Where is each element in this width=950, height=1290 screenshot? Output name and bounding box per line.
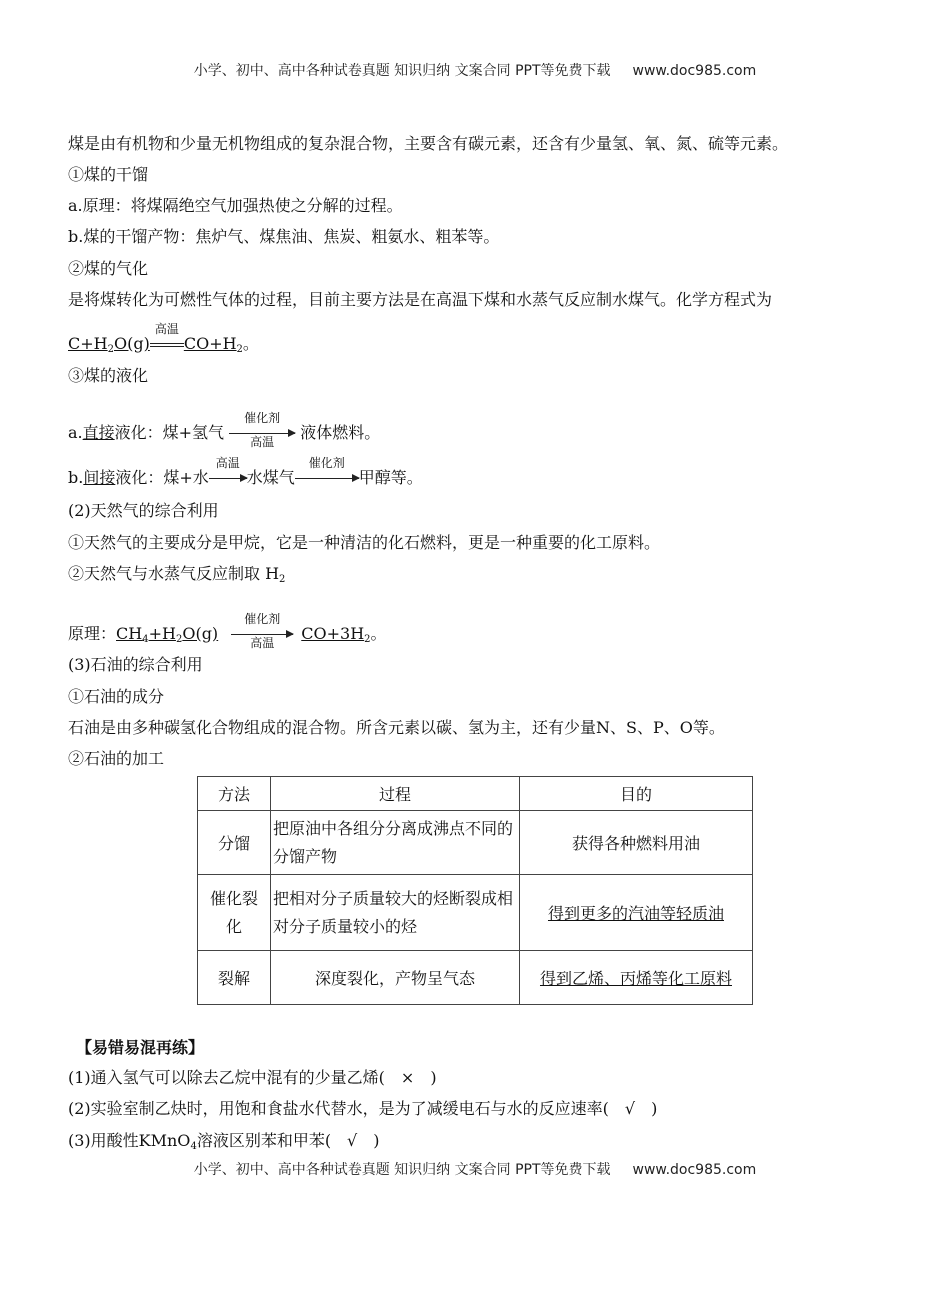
- principle-reactants: $CH_4+H_2O(g)$: [116, 624, 219, 645]
- gasification-equation: $C+H_2O(g)$ 高温 $CO+H_2$。: [68, 334, 259, 354]
- header-text: 小学、初中、高中各种试卷真题 知识归纳 文案合同 PPT等免费下载: [193, 63, 611, 79]
- oil-title: (3)石油的综合利用: [68, 655, 203, 674]
- header-goal: 目的: [520, 777, 753, 811]
- row-goal: 得到更多的汽油等轻质油: [520, 875, 753, 951]
- natural-gas-line2: ②天然气与水蒸气反应制取 $H_2$: [68, 564, 286, 585]
- oil-composition: 石油是由多种碳氢化合物组成的混合物。所含元素以碳、氢为主，还有少量N、S、P、O等。: [68, 718, 725, 737]
- practice-q2: (2)实验室制乙炔时，用饱和食盐水代替水，是为了减缓电石与水的反应速率( √ ): [68, 1099, 658, 1118]
- reaction-arrow: 催化剂: [295, 478, 359, 479]
- row-goal: 获得各种燃料用油: [520, 811, 753, 875]
- footer-site: www.doc985.com: [632, 1162, 757, 1178]
- coal-gasification-desc: 是将煤转化为可燃性气体的过程，目前主要方法是在高温下煤和水蒸气反应制水煤气。化学方程式为: [68, 290, 773, 309]
- table-row: [198, 811, 753, 875]
- header-process: 过程: [271, 777, 520, 811]
- header-method: 方法: [198, 777, 271, 811]
- reaction-arrow: 催化剂 高温: [229, 433, 295, 434]
- equation-condition: 高温: [154, 321, 179, 336]
- coal-liquefaction-title: ③煤的液化: [68, 366, 149, 385]
- practice-title: 【易错易混再练】: [76, 1038, 205, 1057]
- reaction-arrow: 高温: [209, 478, 247, 479]
- reaction-arrow: 催化剂 高温: [231, 634, 293, 635]
- equation-products: $CO+H_2$: [183, 334, 243, 355]
- oil-processing-title: ②石油的加工: [68, 749, 165, 768]
- row-process: 把原油中各组分分离成沸点不同的分馏产物: [271, 811, 520, 875]
- practice-q3: (3)用酸性KMnO$_4$溶液区别苯和甲苯( √ ): [68, 1131, 380, 1152]
- equation-reactants: $C+H_2O(g)$: [68, 334, 150, 355]
- table-header-row: [198, 777, 753, 811]
- row-process: 深度裂化，产物呈气态: [271, 951, 520, 1005]
- row-goal: 得到乙烯、丙烯等化工原料: [520, 951, 753, 1005]
- table-row: [198, 875, 753, 951]
- equals-sign: [150, 321, 184, 347]
- header-site: www.doc985.com: [632, 63, 757, 79]
- row-process: 把相对分子质量较大的烃断裂成相对分子质量较小的烃: [271, 875, 520, 951]
- page-footer: [0, 1159, 950, 1179]
- natural-gas-line1: ①天然气的主要成分是甲烷，它是一种清洁的化石燃料，更是一种重要的化工原料。: [68, 533, 661, 552]
- page-header: [0, 60, 950, 80]
- principle-products: $CO+3H_2$: [301, 624, 371, 645]
- coal-distillation-title: ①煤的干馏: [68, 165, 149, 184]
- coal-gasification-title: ②煤的气化: [68, 259, 149, 278]
- coal-distillation-principle: a.原理：将煤隔绝空气加强热使之分解的过程。: [68, 196, 403, 215]
- natural-gas-principle: 原理：$CH_4+H_2O(g)$ 催化剂 高温 $CO+3H_2$。: [68, 612, 387, 650]
- row-method: 分馏: [198, 811, 271, 875]
- coal-intro: 煤是由有机物和少量无机物组成的复杂混合物，主要含有碳元素，还含有少量氢、氧、氮、硫等元素。: [68, 134, 789, 153]
- table-row: [198, 951, 753, 1005]
- coal-distillation-products: b.煤的干馏产物：焦炉气、煤焦油、焦炭、粗氨水、粗苯等。: [68, 227, 500, 246]
- row-method: 催化裂化: [198, 875, 271, 951]
- oil-processing-table: [197, 776, 753, 1005]
- practice-q1: (1)通入氢气可以除去乙烷中混有的少量乙烯( × ): [68, 1068, 437, 1087]
- indirect-liquefaction: b.间接液化：煤+水 高温 水煤气 催化剂 甲醇等。: [68, 456, 423, 487]
- row-method: 裂解: [198, 951, 271, 1005]
- footer-text: 小学、初中、高中各种试卷真题 知识归纳 文案合同 PPT等免费下载: [193, 1162, 611, 1178]
- oil-composition-title: ①石油的成分: [68, 687, 165, 706]
- direct-liquefaction: a.直接液化：煤+氢气 催化剂 高温 液体燃料。: [68, 411, 381, 449]
- natural-gas-title: (2)天然气的综合利用: [68, 501, 219, 520]
